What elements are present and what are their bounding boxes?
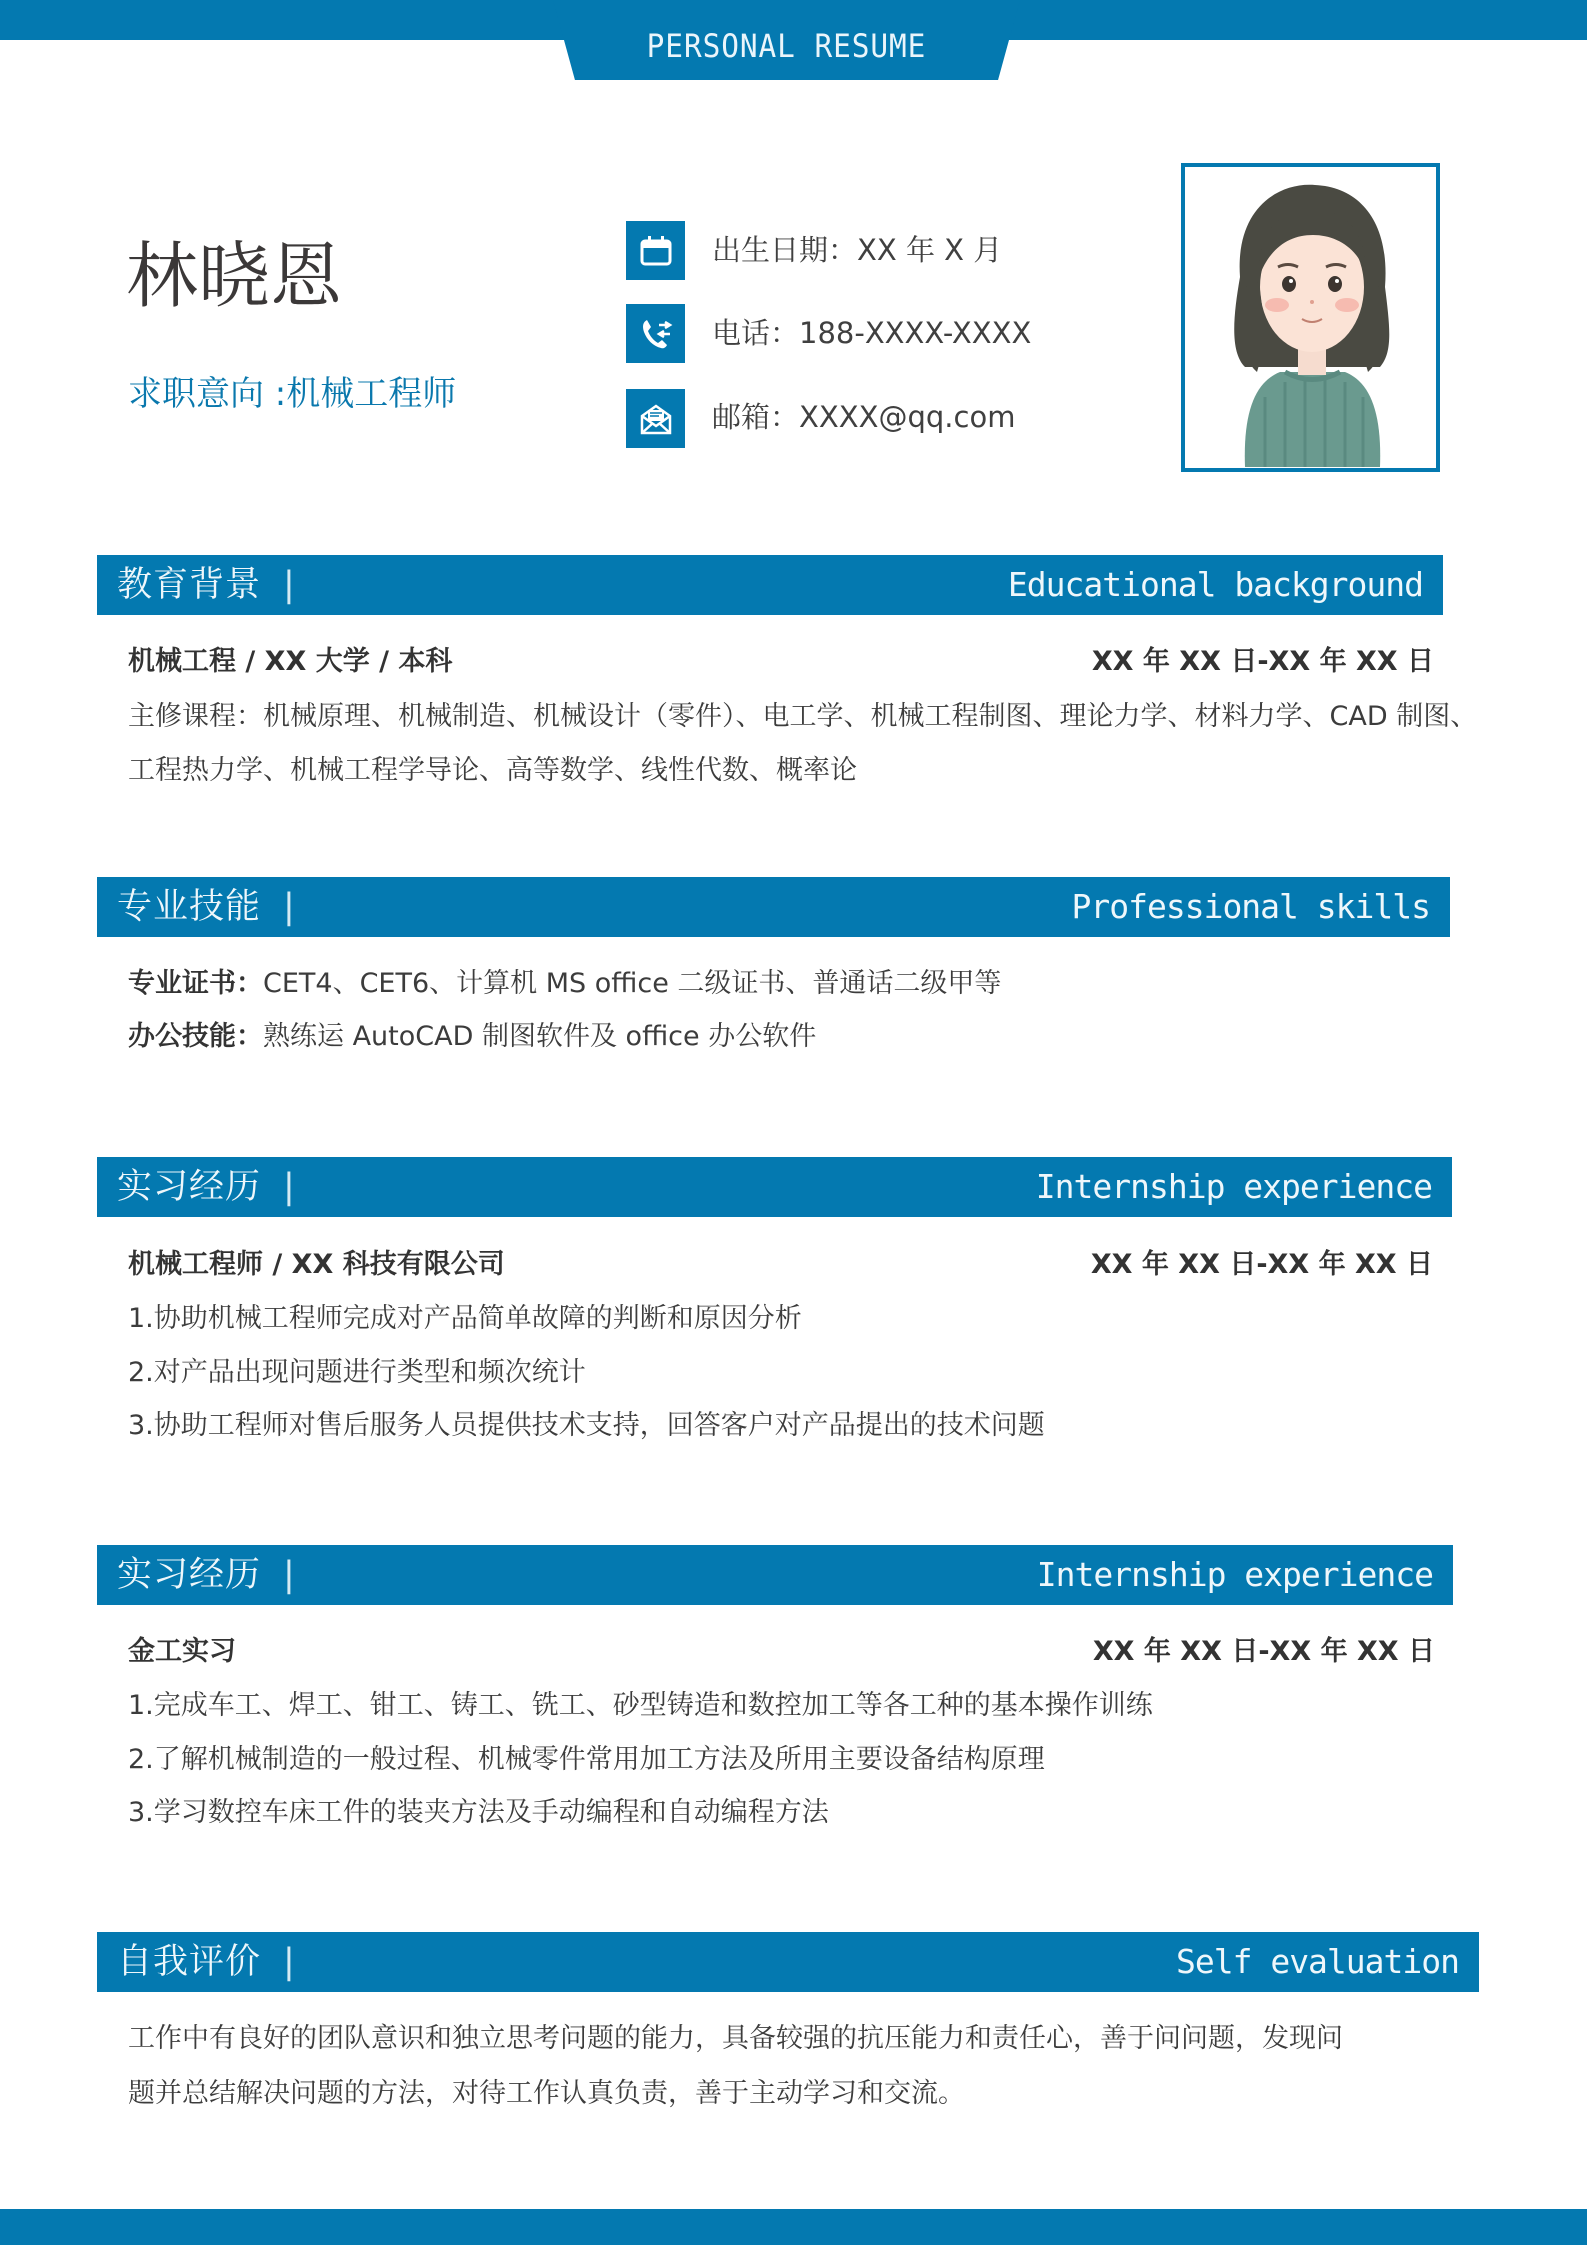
internship-1-item: 1.协助机械工程师完成对产品简单故障的判断和原因分析 (128, 1303, 802, 1334)
internship-2-heading: 金工实习 (128, 1636, 236, 1667)
internship-1-item: 3.协助工程师对售后服务人员提供技术支持，回答客户对产品提出的技术问题 (128, 1410, 1045, 1441)
skill-value: 熟练运 AutoCAD 制图软件及 office 办公软件 (263, 1021, 817, 1052)
internship-2-date: XX 年 XX 日-XX 年 XX 日 (1092, 1636, 1435, 1667)
section-bar-skills (97, 877, 1450, 937)
skill-office (128, 1023, 816, 1050)
self-evaluation-line-2: 题并总结解决问题的方法，对待工作认真负责，善于主动学习和交流。 (128, 2078, 965, 2109)
phone-icon (626, 304, 685, 363)
skill-label: 专业证书： (128, 968, 263, 999)
internship-2-item: 1.完成车工、焊工、钳工、铸工、铣工、砂型铸造和数控加工等各工种的基本操作训练 (128, 1690, 1153, 1721)
section-bar-internship-1 (97, 1157, 1452, 1217)
education-heading: 机械工程 / XX 大学 / 本科 (128, 646, 453, 677)
profile-photo (1181, 163, 1440, 472)
education-date: XX 年 XX 日-XX 年 XX 日 (1091, 646, 1434, 677)
birthdate-text: 出生日期：XX 年 X 月 (712, 233, 1003, 267)
calendar-icon (626, 221, 685, 280)
section-title-cn: 实习经历 | (117, 1555, 296, 1595)
candidate-name: 林晓恩 (126, 234, 343, 318)
skill-label: 办公技能： (128, 1021, 263, 1052)
section-title-cn: 自我评价 | (117, 1942, 296, 1982)
internship-2-item: 2.了解机械制造的一般过程、机械零件常用加工方法及所用主要设备结构原理 (128, 1744, 1045, 1775)
section-title-en: Internship experience (1036, 1555, 1433, 1594)
skill-value: CET4、CET6、计算机 MS office 二级证书、普通话二级甲等 (263, 968, 1002, 999)
section-title-en: Self evaluation (1175, 1942, 1459, 1981)
mail-icon (626, 389, 685, 448)
section-bar-self-evaluation (97, 1932, 1479, 1992)
section-bar-education (97, 555, 1443, 615)
internship-1-date: XX 年 XX 日-XX 年 XX 日 (1090, 1249, 1433, 1280)
internship-2-item: 3.学习数控车床工件的装夹方法及手动编程和自动编程方法 (128, 1797, 829, 1828)
internship-1-heading: 机械工程师 / XX 科技有限公司 (128, 1249, 505, 1280)
self-evaluation-line-1: 工作中有良好的团队意识和独立思考问题的能力，具备较强的抗压能力和责任心，善于问问题，发现问 (128, 2023, 1343, 2054)
section-title-cn: 专业技能 | (117, 887, 296, 927)
banner-title: PERSONAL RESUME (646, 27, 927, 65)
section-bar-internship-2 (97, 1545, 1453, 1605)
section-title-cn: 教育背景 | (117, 565, 296, 605)
education-courses-line-2: 工程热力学、机械工程学导论、高等数学、线性代数、概率论 (128, 755, 857, 786)
section-title-en: Professional skills (1071, 887, 1430, 926)
section-title-cn: 实习经历 | (117, 1167, 296, 1207)
bottom-band (0, 2209, 1587, 2245)
phone-text: 电话：188-XXXX-XXXX (712, 316, 1032, 350)
section-title-en: Educational background (1007, 565, 1423, 604)
email-text: 邮箱：XXXX@qq.com (712, 400, 1016, 434)
skill-certificates (128, 970, 1001, 997)
internship-1-item: 2.对产品出现问题进行类型和频次统计 (128, 1357, 586, 1388)
section-title-en: Internship experience (1035, 1167, 1432, 1206)
job-objective: 求职意向 :机械工程师 (128, 374, 457, 414)
education-courses-line-1: 主修课程：机械原理、机械制造、机械设计（零件）、电工学、机械工程制图、理论力学、材料力学、CAD 制图、 (128, 701, 1478, 732)
